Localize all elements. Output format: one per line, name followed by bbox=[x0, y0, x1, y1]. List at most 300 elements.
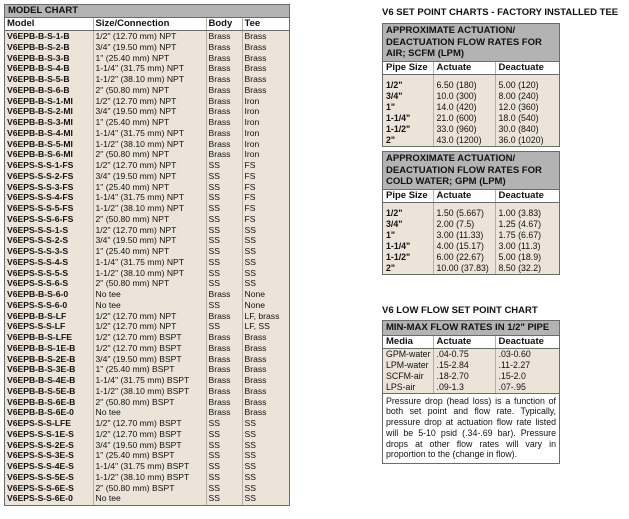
water-flow-chart bbox=[382, 151, 560, 275]
table-row bbox=[5, 214, 289, 225]
model-chart-title: MODEL CHART bbox=[5, 5, 289, 18]
table-row bbox=[383, 219, 559, 230]
table-cell: Brass bbox=[206, 42, 242, 53]
table-cell: LPM-water bbox=[386, 359, 429, 370]
table-cell: 3/4" (19.50 mm) NPT bbox=[93, 171, 206, 182]
table-cell: 1/2" (12.70 mm) BSPT bbox=[93, 343, 206, 354]
table-cell: 3/4" (19.50 mm) BSPT bbox=[93, 354, 206, 365]
table-cell: No tee bbox=[93, 407, 206, 418]
table-cell: 1-1/2" (38.10 mm) BSPT bbox=[93, 386, 206, 397]
table-cell: LF, brass bbox=[242, 311, 289, 322]
table-cell: Brass bbox=[242, 364, 289, 375]
table-cell: Brass bbox=[242, 74, 289, 85]
table-cell: SS bbox=[206, 440, 242, 451]
table-cell: V6EPS-S-S-LFE bbox=[7, 418, 71, 428]
low-flow-chart bbox=[382, 320, 560, 464]
table-cell: 3/4" bbox=[386, 218, 403, 229]
table-cell: SS bbox=[206, 278, 242, 289]
table-row bbox=[5, 493, 289, 505]
table-cell: V6EPB-B-S-6-MI bbox=[7, 149, 73, 160]
table-cell: Iron bbox=[242, 139, 289, 150]
table-cell: 1-1/2" (38.10 mm) BSPT bbox=[93, 472, 206, 483]
table-row bbox=[5, 182, 289, 193]
table-cell: V6EPS-S-S-1E-S bbox=[7, 428, 74, 439]
table-row bbox=[5, 354, 289, 365]
table-row bbox=[5, 225, 289, 236]
table-row bbox=[383, 80, 559, 91]
table-cell: Brass bbox=[206, 96, 242, 107]
table-cell: V6EPS-S-S-4-FS bbox=[7, 192, 74, 203]
table-cell: V6EPS-S-S-4-S bbox=[7, 256, 69, 267]
table-row bbox=[383, 230, 559, 241]
table-cell: FS bbox=[242, 214, 289, 225]
table-cell: 8.50 (32.2) bbox=[495, 263, 559, 274]
table-cell: .07-.95 bbox=[495, 382, 559, 393]
column-header-actuate: Actuate bbox=[433, 190, 495, 203]
table-cell: 1.75 (6.67) bbox=[495, 230, 559, 241]
set-point-heading: V6 SET POINT CHARTS - FACTORY INSTALLED TEE bbox=[382, 7, 619, 18]
table-row bbox=[5, 321, 289, 332]
table-cell: SS bbox=[206, 483, 242, 494]
table-cell: Iron bbox=[242, 106, 289, 117]
table-cell: 4.00 (15.17) bbox=[433, 241, 495, 252]
low-flow-heading: V6 LOW FLOW SET POINT CHART bbox=[382, 305, 538, 316]
table-row bbox=[5, 235, 289, 246]
table-cell: 1-1/4" (31.75 mm) BSPT bbox=[93, 375, 206, 386]
table-cell: .11-2.27 bbox=[495, 360, 559, 371]
table-cell: V6EPB-B-S-6E-B bbox=[7, 396, 76, 407]
column-header-size: Size/Connection bbox=[93, 18, 206, 31]
table-cell: 36.0 (1020) bbox=[495, 135, 559, 146]
table-cell: SS bbox=[242, 257, 289, 268]
table-cell: 1-1/2" bbox=[386, 251, 411, 262]
table-cell: V6EPB-B-S-2E-B bbox=[7, 353, 76, 364]
low-flow-chart-table bbox=[383, 336, 559, 393]
table-cell: SS bbox=[206, 203, 242, 214]
table-row bbox=[5, 63, 289, 74]
table-cell: None bbox=[242, 289, 289, 300]
column-header-model: Model bbox=[5, 18, 93, 31]
table-cell: 2.00 (7.5) bbox=[433, 219, 495, 230]
table-cell: SS bbox=[242, 246, 289, 257]
table-cell: Brass bbox=[242, 397, 289, 408]
air-chart-title: APPROXIMATE ACTUATION/ DEACTUATION FLOW RATES FOR AIR; SCFM (LPM) bbox=[383, 24, 559, 62]
table-cell: SS bbox=[206, 493, 242, 505]
table-cell: V6EPB-B-S-5-MI bbox=[7, 138, 73, 149]
table-cell: 21.0 (600) bbox=[433, 113, 495, 124]
table-cell: 1/2" bbox=[386, 207, 403, 218]
table-cell: V6EPS-S-S-1-S bbox=[7, 224, 69, 235]
table-row bbox=[5, 192, 289, 203]
table-cell: V6EPB-B-S-5-B bbox=[7, 74, 70, 84]
table-cell: V6EPS-S-S-2E-S bbox=[7, 439, 74, 450]
table-cell: 3.00 (11.33) bbox=[433, 230, 495, 241]
table-row bbox=[383, 360, 559, 371]
table-cell: V6EPS-S-S-2-S bbox=[7, 235, 69, 246]
table-cell: SS bbox=[206, 192, 242, 203]
table-row bbox=[5, 483, 289, 494]
table-cell: Brass bbox=[242, 386, 289, 397]
table-row bbox=[5, 472, 289, 483]
table-row bbox=[5, 450, 289, 461]
table-cell: V6EPS-S-S-4E-S bbox=[7, 461, 74, 471]
table-cell: FS bbox=[242, 192, 289, 203]
table-cell: SS bbox=[206, 450, 242, 461]
table-cell: .09-1.3 bbox=[433, 382, 495, 393]
table-cell: SS bbox=[206, 214, 242, 225]
table-cell: 3/4" (19.50 mm) BSPT bbox=[93, 440, 206, 451]
table-cell: V6EPS-S-S-5E-S bbox=[7, 471, 74, 482]
table-cell: SS bbox=[206, 225, 242, 236]
table-row bbox=[5, 74, 289, 85]
table-cell: 10.0 (300) bbox=[433, 91, 495, 102]
table-cell: 1-1/2" (38.10 mm) NPT bbox=[93, 268, 206, 279]
table-cell: Brass bbox=[242, 31, 289, 42]
table-cell: Brass bbox=[206, 117, 242, 128]
table-cell: SS bbox=[206, 171, 242, 182]
table-cell: Brass bbox=[206, 149, 242, 160]
table-cell: SS bbox=[206, 257, 242, 268]
table-cell: 3.00 (11.3) bbox=[495, 241, 559, 252]
table-cell: SS bbox=[242, 493, 289, 505]
table-row bbox=[5, 461, 289, 472]
table-cell: V6EPB-B-S-4-MI bbox=[7, 127, 73, 138]
table-cell: V6EPS-S-S-5-FS bbox=[7, 203, 74, 213]
table-cell: V6EPB-B-S-1-B bbox=[7, 31, 70, 41]
table-cell: .04-0.75 bbox=[433, 348, 495, 360]
table-row bbox=[5, 268, 289, 279]
table-cell: V6EPB-B-S-LFE bbox=[7, 332, 72, 342]
table-row bbox=[383, 124, 559, 135]
table-cell: V6EPS-S-S-6-S bbox=[7, 278, 69, 289]
table-cell: Brass bbox=[242, 375, 289, 386]
table-cell: 1" (25.40 mm) NPT bbox=[93, 117, 206, 128]
table-cell: V6EPB-B-S-3-B bbox=[7, 52, 70, 63]
table-row bbox=[5, 246, 289, 257]
table-cell: FS bbox=[242, 160, 289, 171]
table-cell: V6EPS-S-S-3E-S bbox=[7, 450, 74, 461]
table-cell: SS bbox=[206, 472, 242, 483]
table-cell: 1-1/4" bbox=[386, 112, 411, 123]
table-cell: Brass bbox=[206, 386, 242, 397]
table-cell: V6EPB-B-S-LF bbox=[7, 310, 67, 321]
table-cell: Brass bbox=[206, 364, 242, 375]
table-cell: SS bbox=[206, 182, 242, 193]
table-cell: 3/4" (19.50 mm) NPT bbox=[93, 106, 206, 117]
table-cell: 33.0 (960) bbox=[433, 124, 495, 135]
table-cell: SCFM-air bbox=[386, 370, 424, 381]
table-cell: 1" bbox=[386, 229, 396, 240]
table-cell: SS bbox=[206, 235, 242, 246]
table-cell: 1.50 (5.667) bbox=[433, 208, 495, 219]
table-row bbox=[383, 382, 559, 393]
column-header-actuate: Actuate bbox=[433, 336, 495, 349]
table-cell: SS bbox=[242, 225, 289, 236]
table-cell: V6EPB-B-S-3-MI bbox=[7, 117, 73, 127]
table-row bbox=[383, 252, 559, 263]
table-cell: Iron bbox=[242, 128, 289, 139]
table-cell: 6.50 (180) bbox=[433, 80, 495, 91]
table-cell: V6EPS-S-S-1-FS bbox=[7, 160, 74, 170]
column-header-deactuate: Deactuate bbox=[495, 336, 559, 349]
column-header-media: Media bbox=[383, 336, 433, 349]
table-cell: V6EPB-B-S-2-MI bbox=[7, 106, 73, 117]
table-cell: .03-0.60 bbox=[495, 348, 559, 360]
table-row bbox=[383, 263, 559, 274]
table-cell: 12.0 (360) bbox=[495, 102, 559, 113]
table-cell: Brass bbox=[242, 343, 289, 354]
table-cell: Iron bbox=[242, 96, 289, 107]
table-cell: Brass bbox=[206, 354, 242, 365]
column-header-pipe-size: Pipe Size bbox=[383, 62, 433, 75]
table-cell: SS bbox=[206, 300, 242, 311]
table-row bbox=[5, 397, 289, 408]
table-cell: Brass bbox=[242, 332, 289, 343]
table-cell: V6EPB-B-S-4-B bbox=[7, 63, 70, 74]
table-row bbox=[5, 440, 289, 451]
air-flow-chart bbox=[382, 23, 560, 147]
model-chart-header-row bbox=[5, 18, 289, 31]
table-cell: 1" (25.40 mm) NPT bbox=[93, 246, 206, 257]
table-cell: FS bbox=[242, 203, 289, 214]
table-row bbox=[5, 364, 289, 375]
table-cell: V6EPB-B-S-5E-B bbox=[7, 385, 76, 396]
table-cell: 3/4" (19.50 mm) NPT bbox=[93, 235, 206, 246]
table-cell: Brass bbox=[242, 63, 289, 74]
table-cell: 1" (25.40 mm) BSPT bbox=[93, 450, 206, 461]
table-cell: No tee bbox=[93, 300, 206, 311]
air-chart-body bbox=[383, 74, 559, 146]
table-cell: SS bbox=[242, 418, 289, 429]
table-cell: 1-1/4" (31.75 mm) NPT bbox=[93, 257, 206, 268]
table-row bbox=[5, 96, 289, 107]
table-cell: 1-1/4" bbox=[386, 240, 411, 251]
table-row bbox=[5, 278, 289, 289]
table-row bbox=[383, 135, 559, 146]
table-cell: 1/2" (12.70 mm) NPT bbox=[93, 321, 206, 332]
table-row bbox=[383, 113, 559, 124]
table-row bbox=[5, 42, 289, 53]
table-cell: 1/2" (12.70 mm) BSPT bbox=[93, 332, 206, 343]
table-cell: 1" (25.40 mm) BSPT bbox=[93, 364, 206, 375]
table-cell: No tee bbox=[93, 493, 206, 505]
column-header-tee: Tee bbox=[242, 18, 289, 31]
table-cell: V6EPS-S-S-LF bbox=[7, 321, 66, 332]
table-row bbox=[5, 160, 289, 171]
table-cell: .15-2.84 bbox=[433, 360, 495, 371]
table-row bbox=[383, 348, 559, 360]
table-cell: 1/2" (12.70 mm) BSPT bbox=[93, 418, 206, 429]
low-flow-chart-title: MIN-MAX FLOW RATES IN 1/2" PIPE bbox=[383, 321, 559, 336]
table-cell: Brass bbox=[206, 375, 242, 386]
table-cell: 1-1/2" (38.10 mm) NPT bbox=[93, 74, 206, 85]
table-cell: 1/2" (12.70 mm) NPT bbox=[93, 311, 206, 322]
table-cell: Brass bbox=[206, 85, 242, 96]
table-cell: 8.00 (240) bbox=[495, 91, 559, 102]
table-cell: V6EPB-B-S-1E-B bbox=[7, 342, 76, 353]
table-cell: SS bbox=[242, 472, 289, 483]
column-header-actuate: Actuate bbox=[433, 62, 495, 75]
table-cell: 1/2" bbox=[386, 79, 403, 90]
table-cell: 1/2" (12.70 mm) NPT bbox=[93, 31, 206, 42]
table-cell: 1.25 (4.67) bbox=[495, 219, 559, 230]
table-cell: V6EPS-S-S-2-FS bbox=[7, 170, 74, 181]
table-row bbox=[383, 371, 559, 382]
table-cell: V6EPS-S-S-6E-0 bbox=[7, 493, 73, 504]
model-chart-body bbox=[5, 31, 289, 506]
table-row bbox=[5, 53, 289, 64]
table-cell: V6EPB-B-S-3E-B bbox=[7, 364, 76, 375]
table-row bbox=[5, 418, 289, 429]
table-cell: 2" (50.80 mm) BSPT bbox=[93, 483, 206, 494]
table-cell: 1-1/4" (31.75 mm) BSPT bbox=[93, 461, 206, 472]
table-cell: .15-2.0 bbox=[495, 371, 559, 382]
table-cell: V6EPB-B-S-2-B bbox=[7, 41, 70, 52]
table-cell: Brass bbox=[206, 311, 242, 322]
table-cell: 1-1/4" (31.75 mm) NPT bbox=[93, 63, 206, 74]
table-cell: 1-1/4" (31.75 mm) NPT bbox=[93, 128, 206, 139]
table-row bbox=[5, 375, 289, 386]
table-cell: V6EPS-S-S-3-FS bbox=[7, 181, 74, 192]
water-chart-table bbox=[383, 190, 559, 274]
table-cell: SS bbox=[242, 461, 289, 472]
table-cell: 1" bbox=[386, 101, 396, 112]
table-cell: 43.0 (1200) bbox=[433, 135, 495, 146]
column-header-deactuate: Deactuate bbox=[495, 62, 559, 75]
column-header-deactuate: Deactuate bbox=[495, 190, 559, 203]
table-cell: Brass bbox=[206, 74, 242, 85]
table-cell: 1.00 (3.83) bbox=[495, 208, 559, 219]
column-header-body: Body bbox=[206, 18, 242, 31]
table-cell: 30.0 (840) bbox=[495, 124, 559, 135]
table-cell: V6EPS-S-S-6-FS bbox=[7, 213, 74, 224]
table-cell: 1-1/2" bbox=[386, 123, 411, 134]
table-cell: 3/4" bbox=[386, 90, 403, 101]
model-chart-table bbox=[5, 18, 289, 505]
table-cell: 5.00 (18.9) bbox=[495, 252, 559, 263]
air-chart-table bbox=[383, 62, 559, 146]
low-flow-chart-body bbox=[383, 348, 559, 393]
table-cell: SS bbox=[206, 268, 242, 279]
table-cell: Brass bbox=[206, 407, 242, 418]
table-cell: FS bbox=[242, 171, 289, 182]
table-row bbox=[5, 386, 289, 397]
table-cell: Brass bbox=[242, 407, 289, 418]
table-cell: SS bbox=[242, 429, 289, 440]
table-row bbox=[383, 241, 559, 252]
table-cell: Iron bbox=[242, 117, 289, 128]
table-cell: Brass bbox=[206, 139, 242, 150]
table-row bbox=[5, 332, 289, 343]
table-cell: 14.0 (420) bbox=[433, 102, 495, 113]
table-row bbox=[383, 208, 559, 219]
table-row bbox=[383, 91, 559, 102]
table-cell: 10.00 (37.83) bbox=[433, 263, 495, 274]
table-row bbox=[5, 407, 289, 418]
table-row bbox=[5, 289, 289, 300]
table-cell: No tee bbox=[93, 289, 206, 300]
table-cell: 2" (50.80 mm) NPT bbox=[93, 149, 206, 160]
table-cell: Brass bbox=[242, 42, 289, 53]
table-row bbox=[5, 429, 289, 440]
water-chart-title: APPROXIMATE ACTUATION/ DEACTUATION FLOW RATES FOR COLD WATER; GPM (LPM) bbox=[383, 152, 559, 190]
table-row bbox=[5, 139, 289, 150]
table-cell: 1/2" (12.70 mm) NPT bbox=[93, 96, 206, 107]
table-row bbox=[5, 106, 289, 117]
table-cell: SS bbox=[206, 418, 242, 429]
table-cell: GPM-water bbox=[386, 348, 431, 359]
column-header-pipe-size: Pipe Size bbox=[383, 190, 433, 203]
table-cell: 1-1/2" (38.10 mm) NPT bbox=[93, 203, 206, 214]
table-cell: 2" (50.80 mm) BSPT bbox=[93, 397, 206, 408]
table-cell: 1/2" (12.70 mm) BSPT bbox=[93, 429, 206, 440]
table-cell: SS bbox=[242, 450, 289, 461]
table-cell: 5.00 (120) bbox=[495, 80, 559, 91]
table-cell: Brass bbox=[206, 289, 242, 300]
table-cell: 18.0 (540) bbox=[495, 113, 559, 124]
table-cell: Brass bbox=[206, 53, 242, 64]
table-cell: SS bbox=[242, 235, 289, 246]
table-cell: V6EPS-S-S-6E-S bbox=[7, 482, 74, 493]
table-row bbox=[5, 203, 289, 214]
table-cell: SS bbox=[206, 461, 242, 472]
table-row bbox=[5, 343, 289, 354]
table-cell: V6EPB-B-S-1-MI bbox=[7, 95, 73, 106]
low-flow-header-row bbox=[383, 336, 559, 349]
table-cell: 2" (50.80 mm) NPT bbox=[93, 85, 206, 96]
table-cell: Brass bbox=[242, 354, 289, 365]
table-cell: Brass bbox=[206, 31, 242, 42]
table-cell: V6EPS-S-S-6-0 bbox=[7, 299, 68, 310]
table-cell: Brass bbox=[206, 343, 242, 354]
table-row bbox=[5, 300, 289, 311]
table-cell: SS bbox=[206, 160, 242, 171]
table-cell: Brass bbox=[206, 106, 242, 117]
table-cell: 6.00 (22.67) bbox=[433, 252, 495, 263]
table-cell: .18-2.70 bbox=[433, 371, 495, 382]
table-row bbox=[5, 85, 289, 96]
table-cell: 1/2" (12.70 mm) NPT bbox=[93, 225, 206, 236]
table-cell: Brass bbox=[206, 63, 242, 74]
table-cell: 2" bbox=[386, 134, 396, 145]
water-chart-body bbox=[383, 202, 559, 274]
table-cell: 1" (25.40 mm) NPT bbox=[93, 53, 206, 64]
table-cell: V6EPS-S-S-3-S bbox=[7, 246, 69, 256]
table-cell: LPS-air bbox=[386, 381, 416, 392]
model-chart bbox=[4, 4, 290, 506]
pressure-drop-note: Pressure drop (head loss) is a function of both set point and flow rate. Typically, pressure drop at actuation flow rate listed will be 5-10 psid (.34-.69 bar). Pressure drops at other flow rates will vary in proportion to the (change in flow). bbox=[383, 393, 559, 464]
table-cell: Brass bbox=[242, 53, 289, 64]
table-cell: SS bbox=[206, 246, 242, 257]
table-cell: V6EPB-B-S-6E-0 bbox=[7, 407, 74, 418]
table-cell: V6EPB-B-S-6-B bbox=[7, 84, 70, 95]
table-cell: SS bbox=[206, 429, 242, 440]
table-cell: V6EPB-B-S-4E-B bbox=[7, 375, 76, 385]
table-cell: SS bbox=[242, 483, 289, 494]
table-row bbox=[5, 257, 289, 268]
table-cell: Brass bbox=[206, 332, 242, 343]
table-row bbox=[5, 31, 289, 42]
table-cell: Iron bbox=[242, 149, 289, 160]
table-cell: Brass bbox=[206, 128, 242, 139]
table-cell: 1-1/2" (38.10 mm) NPT bbox=[93, 139, 206, 150]
table-cell: V6EPS-S-S-5-S bbox=[7, 267, 69, 278]
table-cell: SS bbox=[206, 321, 242, 332]
table-row bbox=[383, 102, 559, 113]
table-row bbox=[5, 149, 289, 160]
table-cell: 1-1/4" (31.75 mm) NPT bbox=[93, 192, 206, 203]
table-cell: SS bbox=[242, 278, 289, 289]
